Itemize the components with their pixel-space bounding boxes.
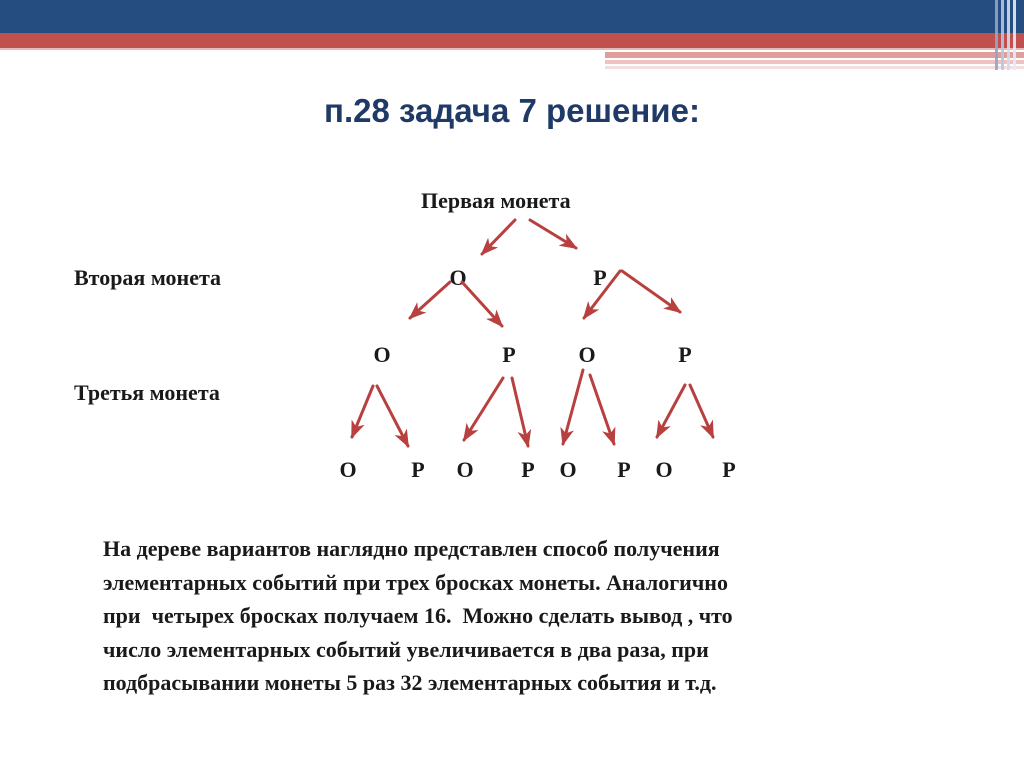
tree-edge [563,370,583,444]
tree-node-l3-5: Р [617,457,631,482]
tree-node-l2-0: О [373,342,391,367]
tree-edge [530,220,576,248]
tree-edge [622,271,680,312]
tree-node-l2-1: Р [502,342,516,367]
tree-node-l3-0: О [339,457,357,482]
tree-edge [464,378,503,440]
root-label: Первая монета [421,188,571,213]
tree-edge [482,220,515,254]
conclusion-text [103,532,983,700]
header-decoration [0,0,1024,80]
conclusion-line: На дереве вариантов наглядно представлен способ получения [103,536,720,561]
level3-label: Третья монета [74,380,220,405]
tree-node-l3-1: Р [411,457,425,482]
tree-node-l2-2: О [578,342,596,367]
tree-node-l2-3: Р [678,342,692,367]
tree-edge [410,282,450,318]
tree-edge [352,386,373,437]
tree-node-l3-2: О [456,457,474,482]
tree-node-l1-0: О [449,265,467,290]
slide-title: п.28 задача 7 решение: [324,92,700,129]
tree-node-l1-1: Р [593,265,607,290]
tree-edge [377,386,408,446]
conclusion-line: элементарных событий при трех бросках монеты. Аналогично [103,569,728,595]
tree-node-l3-6: О [655,457,673,482]
level2-label: Вторая монета [74,265,222,290]
conclusion-line: при четырех бросках получаем 16. Можно сделать вывод , что [103,603,733,628]
tree-node-l3-4: О [559,457,577,482]
tree-edge [512,378,528,446]
tree-edge [462,282,502,326]
conclusion-line: подбрасывании монеты 5 раз 32 элементарных события и т.д. [103,670,717,695]
tree-node-l3-7: Р [722,457,736,482]
tree-edge [590,375,614,444]
tree-edge [690,385,713,437]
conclusion-line: число элементарных событий увеличивается в два раза, при [103,636,709,662]
tree-edge [657,385,685,437]
tree-node-l3-3: Р [521,457,535,482]
